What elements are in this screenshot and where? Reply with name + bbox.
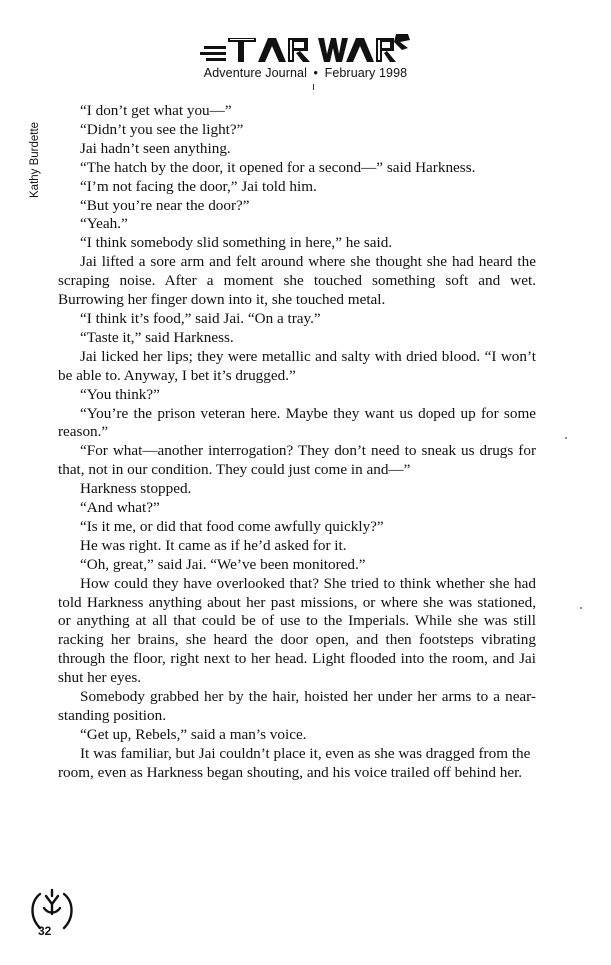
paragraph: “Taste it,” said Harkness. xyxy=(80,328,234,346)
paragraph: It was familiar, but Jai couldn’t place it, even as she was dragged from the room, even as Harkness began shouting, and his voice trailed off behind her. xyxy=(58,744,531,781)
paragraph: Harkness stopped. xyxy=(80,480,192,498)
paragraph: “The hatch by the door, it opened for a second—” said Harkness. xyxy=(80,158,476,176)
paragraph: He was right. It came as if he’d asked for it. xyxy=(80,536,347,554)
page-number: 32 xyxy=(38,924,52,938)
tick-mark xyxy=(313,84,314,90)
paragraph: “But you’re near the door?” xyxy=(80,196,250,214)
paragraph: “You’re the prison veteran here. Maybe they want us doped up for some reason.” xyxy=(58,404,536,441)
paragraph: “Didn’t you see the light?” xyxy=(80,120,244,138)
star-wars-logo-art xyxy=(196,30,412,66)
issue-date: February 1998 xyxy=(324,66,408,80)
publication-title: Adventure Journal xyxy=(203,66,307,80)
issue-header xyxy=(0,66,611,80)
paragraph: How could they have overlooked that? She tried to think whether she had told Harkness anything about her past missions, or where she was stationed, or anything at all that could be of use to the Imperials. While she was still racking her brains, she heard the door open, and then footsteps vibrating through the floor, right next to her head. Light flooded into the room, and Jai shut her eyes. xyxy=(58,574,536,687)
rebel-alliance-emblem-icon xyxy=(26,884,78,936)
paragraph: “I’m not facing the door,” Jai told him. xyxy=(80,177,317,195)
paragraph: “I don’t get what you—” xyxy=(80,102,232,119)
paragraph: “Is it me, or did that food come awfully quickly?” xyxy=(80,517,384,535)
paragraph: “Get up, Rebels,” said a man’s voice. xyxy=(80,725,307,743)
paragraph: “For what—another interrogation? They don’t need to sneak us drugs for that, not in our condition. They could just come in and—” xyxy=(58,442,536,479)
paragraph: Somebody grabbed her by the hair, hoisted her under her arms to a near-standing position. xyxy=(58,688,536,724)
scan-speck xyxy=(580,607,582,609)
paragraph: “I think somebody slid something in here,” he said. xyxy=(80,234,393,252)
paragraph: Jai licked her lips; they were metallic and salty with dried blood. “I won’t be able to. Anyway, I bet it’s drugged.” xyxy=(58,347,536,384)
paragraph: “You think?” xyxy=(80,385,160,403)
scan-speck xyxy=(565,437,567,439)
author-credit: Kathy Burdette xyxy=(29,121,41,198)
paragraph: Jai lifted a sore arm and felt around where she thought she had heard the scraping noise. After a moment she touched something soft and wet. Burrowing her finger down into it, she touched metal. xyxy=(58,253,536,309)
story-text xyxy=(58,102,536,783)
paragraph: Jai hadn’t seen anything. xyxy=(80,139,231,157)
paragraph: “And what?” xyxy=(80,499,160,517)
star-wars-logo xyxy=(196,30,412,66)
paragraph: “Yeah.” xyxy=(80,215,128,233)
bullet-separator: • xyxy=(313,66,319,80)
paragraph: “I think it’s food,” said Jai. “On a tray.” xyxy=(80,309,321,327)
paragraph: “Oh, great,” said Jai. “We’ve been monitored.” xyxy=(80,555,366,573)
